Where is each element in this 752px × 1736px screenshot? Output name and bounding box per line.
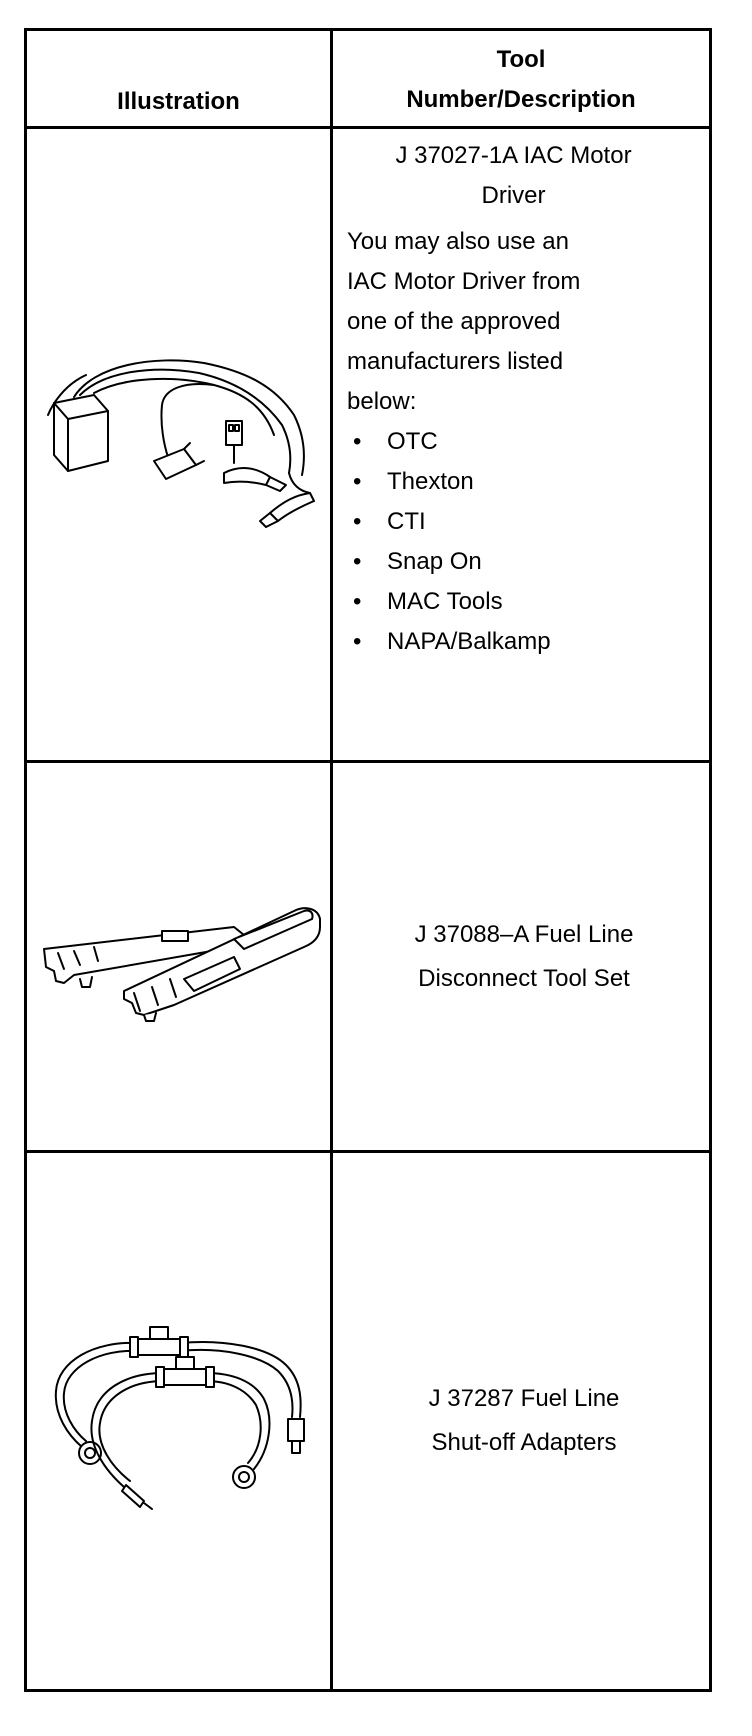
note-line: manufacturers listed [347, 348, 564, 375]
row1-illustration-cell [27, 129, 330, 760]
manufacturer-name: CTI [387, 508, 426, 535]
header-illustration-label: Illustration [117, 88, 240, 115]
header-illustration [27, 31, 330, 126]
note-line: below: [347, 388, 417, 415]
manufacturer-name: MAC Tools [387, 588, 503, 615]
list-item [347, 462, 702, 502]
bullet-icon: • [353, 468, 362, 495]
bullet-icon: • [353, 548, 362, 575]
bullet-icon: • [353, 588, 362, 615]
manufacturer-list [347, 422, 702, 662]
row1-title-line2: Driver [481, 182, 546, 209]
row2-illustration-cell [27, 763, 330, 1150]
note-line: one of the approved [347, 308, 561, 335]
iac-motor-driver-icon [34, 345, 324, 545]
header-tool-line2: Number/Description [406, 85, 636, 113]
list-item [347, 622, 702, 662]
manufacturer-name: NAPA/Balkamp [387, 628, 551, 655]
row1-tool-title [347, 134, 702, 218]
list-item [347, 422, 702, 462]
table-border-bottom [24, 1689, 712, 1692]
note-line: You may also use an [347, 228, 569, 255]
row1-note [347, 222, 702, 422]
list-item [347, 502, 702, 542]
manufacturer-name: Thexton [387, 468, 474, 495]
row2-line1: J 37088–A Fuel Line [414, 920, 634, 948]
manufacturer-name: OTC [387, 428, 438, 455]
note-line: IAC Motor Driver from [347, 268, 581, 295]
row1-description-cell [347, 134, 702, 754]
list-item [347, 582, 702, 622]
row3-illustration-cell [27, 1153, 330, 1689]
bullet-icon: • [353, 428, 362, 455]
row3-line2: Shut-off Adapters [431, 1429, 617, 1456]
fuel-line-shutoff-adapter-icon [44, 1321, 314, 1521]
tool-table [24, 28, 712, 1692]
manufacturer-name: Snap On [387, 548, 482, 575]
row3-description-cell [333, 1153, 709, 1689]
header-tool [333, 31, 709, 126]
row2-description-cell [333, 763, 709, 1150]
list-item [347, 542, 702, 582]
bullet-icon: • [353, 508, 362, 535]
table-border-right [709, 28, 712, 1692]
row1-title-line1: J 37027-1A IAC Motor [395, 142, 632, 169]
row3-line1: J 37287 Fuel Line [428, 1385, 620, 1412]
fuel-line-disconnect-tool-icon [34, 887, 324, 1027]
row2-line2: Disconnect Tool Set [418, 964, 630, 992]
bullet-icon: • [353, 628, 362, 655]
header-tool-line1: Tool [496, 45, 546, 73]
